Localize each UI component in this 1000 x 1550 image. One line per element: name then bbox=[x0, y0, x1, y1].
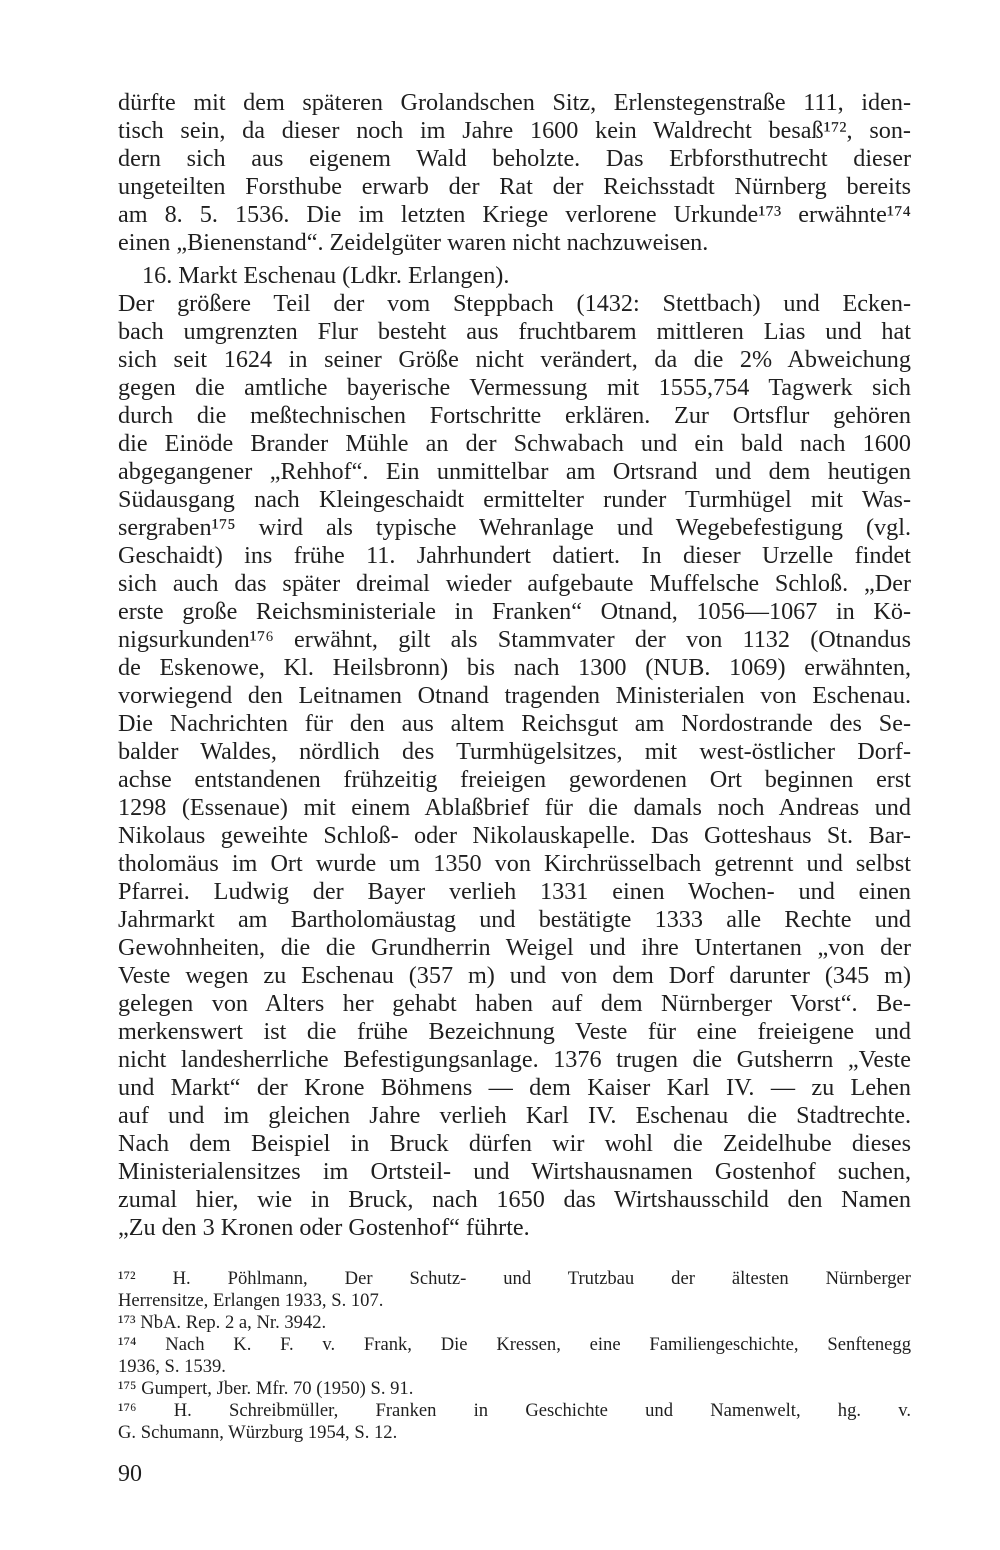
footnote-line: ¹⁷⁶ H. Schreibmüller, Franken in Geschichte und Namenwelt, hg. v. bbox=[118, 1400, 911, 1421]
body-line: Jahrmarkt am Bartholomäustag und bestätigte 1333 alle Rechte und bbox=[118, 906, 911, 933]
body-line: sich seit 1624 in seiner Größe nicht verändert, da die 2% Abweichung bbox=[118, 346, 911, 373]
body-line: bach umgrenzten Flur besteht aus fruchtbarem mittleren Lias und hat bbox=[118, 318, 911, 345]
body-line: dürfte mit dem späteren Grolandschen Sitz, Erlenstegenstraße 111, iden- bbox=[118, 89, 911, 116]
body-line: Nikolaus geweihte Schloß- oder Nikolauskapelle. Das Gotteshaus St. Bar- bbox=[118, 822, 911, 849]
body-line: nigsurkunden¹⁷⁶ erwähnt, gilt als Stammvater der von 1132 (Otnandus bbox=[118, 626, 911, 653]
body-line: auf und im gleichen Jahre verlieh Karl IV. Eschenau die Stadtrechte. bbox=[118, 1102, 911, 1129]
body-line: gegen die amtliche bayerische Vermessung mit 1555,754 Tagwerk sich bbox=[118, 374, 911, 401]
body-line: ungeteilten Forsthube erwarb der Rat der Reichsstadt Nürnberg bereits bbox=[118, 173, 911, 200]
body-line: Geschaidt) ins frühe 11. Jahrhundert datiert. In dieser Urzelle findet bbox=[118, 542, 911, 569]
footnote-line: ¹⁷² H. Pöhlmann, Der Schutz- und Trutzbau der ältesten Nürnberger bbox=[118, 1268, 911, 1289]
body-line: Veste wegen zu Eschenau (357 m) und von dem Dorf darunter (345 m) bbox=[118, 962, 911, 989]
body-line: tholomäus im Ort wurde um 1350 von Kirchrüsselbach getrennt und selbst bbox=[118, 850, 911, 877]
body-line: „Zu den 3 Kronen oder Gostenhof“ führte. bbox=[118, 1214, 530, 1241]
body-line: Nach dem Beispiel in Bruck dürfen wir wohl die Zeidelhube dieses bbox=[118, 1130, 911, 1157]
body-line: 1298 (Essenaue) mit einem Ablaßbrief für die damals noch Andreas und bbox=[118, 794, 911, 821]
body-line: vorwiegend den Leitnamen Otnand tragenden Ministerialen von Eschenau. bbox=[118, 682, 911, 709]
footnote-line: ¹⁷⁵ Gumpert, Jber. Mfr. 70 (1950) S. 91. bbox=[118, 1378, 414, 1399]
body-line: und Markt“ der Krone Böhmens — dem Kaiser Karl IV. — zu Lehen bbox=[118, 1074, 911, 1101]
body-line: nicht landesherrliche Befestigungsanlage. 1376 trugen die Gutsherrn „Veste bbox=[118, 1046, 911, 1073]
footnote-line: 1936, S. 1539. bbox=[118, 1356, 226, 1377]
page-number: 90 bbox=[118, 1461, 142, 1487]
body-line: Pfarrei. Ludwig der Bayer verlieh 1331 einen Wochen- und einen bbox=[118, 878, 911, 905]
body-line: dern sich aus eigenem Wald beholzte. Das Erbforsthutrecht dieser bbox=[118, 145, 911, 172]
footnote-line: Herrensitze, Erlangen 1933, S. 107. bbox=[118, 1290, 384, 1311]
body-line: achse entstandenen frühzeitig freieigen gewordenen Ort beginnen erst bbox=[118, 766, 911, 793]
footnote-line: G. Schumann, Würzburg 1954, S. 12. bbox=[118, 1422, 398, 1443]
body-line: tisch sein, da dieser noch im Jahre 1600 kein Waldrecht besaß¹⁷², son- bbox=[118, 117, 911, 144]
body-line: Die Nachrichten für den aus altem Reichsgut am Nordostrande des Se- bbox=[118, 710, 911, 737]
body-line: abgegangener „Rehhof“. Ein unmittelbar am Ortsrand und dem heutigen bbox=[118, 458, 911, 485]
body-line: einen „Bienenstand“. Zeidelgüter waren nicht nachzuweisen. bbox=[118, 229, 709, 256]
footnote-line: ¹⁷⁴ Nach K. F. v. Frank, Die Kressen, eine Familiengeschichte, Senftenegg bbox=[118, 1334, 911, 1355]
body-line: am 8. 5. 1536. Die im letzten Kriege verlorene Urkunde¹⁷³ erwähnte¹⁷⁴ bbox=[118, 201, 911, 228]
body-line: erste große Reichsministeriale in Franken“ Otnand, 1056—1067 in Kö- bbox=[118, 598, 911, 625]
body-line: durch die meßtechnischen Fortschritte erklären. Zur Ortsflur gehören bbox=[118, 402, 911, 429]
body-line: de Eskenowe, Kl. Heilsbronn) bis nach 1300 (NUB. 1069) erwähnten, bbox=[118, 654, 911, 681]
footnote-line: ¹⁷³ NbA. Rep. 2 a, Nr. 3942. bbox=[118, 1312, 327, 1333]
body-line: balder Waldes, nördlich des Turmhügelsitzes, mit west-östlicher Dorf- bbox=[118, 738, 911, 765]
body-line: Gewohnheiten, die die Grundherrin Weigel und ihre Untertanen „von der bbox=[118, 934, 911, 961]
body-line: merkenswert ist die frühe Bezeichnung Veste für eine freieigene und bbox=[118, 1018, 911, 1045]
body-line: Ministerialensitzes im Ortsteil- und Wirtshausnamen Gostenhof suchen, bbox=[118, 1158, 911, 1185]
body-line: sich auch das später dreimal wieder aufgebaute Muffelsche Schloß. „Der bbox=[118, 570, 911, 597]
body-line: Südausgang nach Kleingeschaidt ermittelter runder Turmhügel mit Was- bbox=[118, 486, 911, 513]
section-heading: 16. Markt Eschenau (Ldkr. Erlangen). bbox=[142, 262, 510, 289]
body-line: die Einöde Brander Mühle an der Schwabach und ein bald nach 1600 bbox=[118, 430, 911, 457]
body-line: gelegen von Alters her gehabt haben auf dem Nürnberger Vorst“. Be- bbox=[118, 990, 911, 1017]
body-line: Der größere Teil der vom Steppbach (1432: Stettbach) und Ecken- bbox=[118, 290, 911, 317]
body-line: zumal hier, wie in Bruck, nach 1650 das Wirtshausschild den Namen bbox=[118, 1186, 911, 1213]
body-line: sergraben¹⁷⁵ wird als typische Wehranlage und Wegebefestigung (vgl. bbox=[118, 514, 911, 541]
